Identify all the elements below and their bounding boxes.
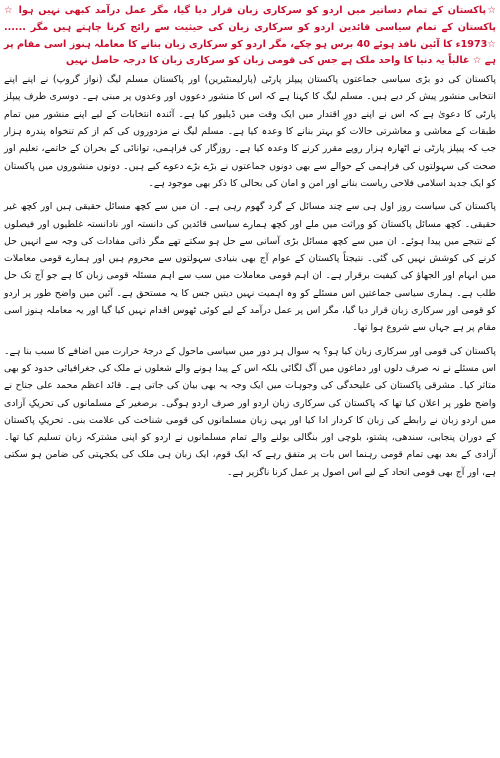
article-paragraph-2: پاکستان کی سیاست روز اول ہی سے چند مسائل کے گرد گھوم رہی ہے۔ ان میں سے کچھ مسائل حقیقی ہیں اور کچھ غیر حقیقی۔ کچھ مسائل پاکستان کو وراثت میں ملے اور کچھ ہمارے سیاسی قائدین کی دانستہ اور نادانستہ غلطیوں اور فیصلوں کے نتیجے میں پیدا ہوئے۔ ان میں سے کچھ مسائل بڑی آسانی سے حل ہو سکتے تھے مگر ذاتی مفادات کی وجہ سے انہیں حل کرنے کی کوشش نہیں کی گئی۔ نتیجتاً پاکستان کے عوام آج بھی بنیادی سہولتوں سے محروم ہیں اور ہمارے قومی معاملات میں ابہام اور الجھاؤ کی کیفیت برقرار ہے۔ ان اہم قومی معاملات میں سب سے اہم مسئلہ قومی زبان کا ہے جو آج تک حل طلب ہے۔ ہماری سیاسی جماعتیں اس مسئلے کو وہ اہمیت نہیں دیتیں جس کا یہ مستحق ہے۔ آئین میں واضح طور پر اردو کو قومی اور سرکاری زبان قرار دیا گیا، مگر اس پر عمل درآمد کے لیے کوئی ٹھوس اقدام نہیں کیا گیا اور یہ معاملہ ہنوز اسی مقام پر ہے جہاں سے شروع ہوا تھا۔ bbox=[4, 201, 496, 334]
article-body bbox=[4, 71, 496, 481]
article-paragraph-3: پاکستان کی قومی اور سرکاری زبان کیا ہو؟ یہ سوال ہر دور میں سیاسی ماحول کے درجۂ حرارت میں اضافے کا سبب بنا ہے۔ اس مسئلے نے نہ صرف دلوں اور دماغوں میں آگ لگائی بلکہ اس کے پیدا ہونے والے شعلوں نے ملک کی جغرافیائی حدود کو بھی متاثر کیا۔ مشرقی پاکستان کی علیحدگی کی وجوہات میں ایک وجہ یہ بھی بیان کی جاتی ہے۔ قائد اعظم محمد علی جناح نے واضح طور پر اعلان کیا تھا کہ پاکستان کی سرکاری زبان اردو اور صرف اردو ہوگی۔ برصغیر کے مسلمانوں کی تحریکِ آزادی میں اردو زبان نے رابطے کی زبان کا کردار ادا کیا اور یہی زبان مسلمانوں کی قومی شناخت کی علامت بنی۔ تحریکِ پاکستان کے دوران پنجابی، سندھی، پشتو، بلوچی اور بنگالی بولنے والے تمام مسلمانوں نے اردو کو اپنی مشترکہ زبان تسلیم کیا تھا۔ آزادی کے بعد بھی تمام قومی رہنما اس بات پر متفق رہے کہ ایک قوم، ایک زبان ہی ملک کی یکجہتی کی ضامن ہو سکتی ہے، اور آج بھی قومی اتحاد کے لیے اس اصول پر عمل کرنا ناگزیر ہے۔ bbox=[4, 345, 496, 478]
article-headline: ☆پاکستان کے تمام دساتیر میں اردو کو سرکاری زبان قرار دیا گیا، مگر عمل درآمد کبھی نہیں ہوا ☆ پاکستان کے تمام سیاسی قائدین اردو کو سرکاری زبان کی حیثیت سے رائج کرنا چاہتے ہیں مگر ...... ☆1973ء کا آئین نافذ ہوئے 40 برس ہو چکے، مگر اردو کو سرکاری زبان بنانے کا معاملہ ہنوز اسی مقام پر ہے ☆ غالباً یہ دنیا کا واحد ملک ہے جس کی قومی زبان کو سرکاری زبان کا درجہ حاصل نہیں bbox=[4, 5, 496, 67]
article-paragraph-1: پاکستان کی دو بڑی سیاسی جماعتوں پاکستان پیپلز پارٹی (پارلیمنٹیرین) اور پاکستان مسلم لیگ (نواز گروپ) نے اپنے اپنے انتخابی منشور پیش کر دیے ہیں۔ مسلم لیگ کا کہنا ہے کہ اس کا منشور دعووں اور وعدوں پر مبنی ہے۔ دوسری طرف پیپلز پارٹی کا دعویٰ ہے کہ اس نے اپنے دورِ اقتدار میں ایک وقت میں ڈیلیور کیا ہے۔ آئندہ انتخابات کے لیے اپنے منشور میں تمام طبقات کے معاشی و معاشرتی حالات کو بہتر بنانے کا وعدہ کیا ہے۔ مسلم لیگ نے مزدوروں کی کم از کم تنخواہ پندرہ ہزار جب کہ پیپلز پارٹی نے اٹھارہ ہزار روپے مقرر کرنے کا وعدہ کیا ہے۔ روزگار کی فراہمی، توانائی کے بحران کے خاتمے، تعلیم اور صحت کی سہولتوں کی فراہمی کے حوالے سے بھی دونوں جماعتوں نے بڑے بڑے دعوے کیے ہیں۔ دونوں منشوروں میں پاکستان کو ایک جدید اسلامی فلاحی ریاست بنانے اور امن و امان کی بحالی کا ذکر بھی موجود ہے۔ bbox=[4, 74, 496, 189]
